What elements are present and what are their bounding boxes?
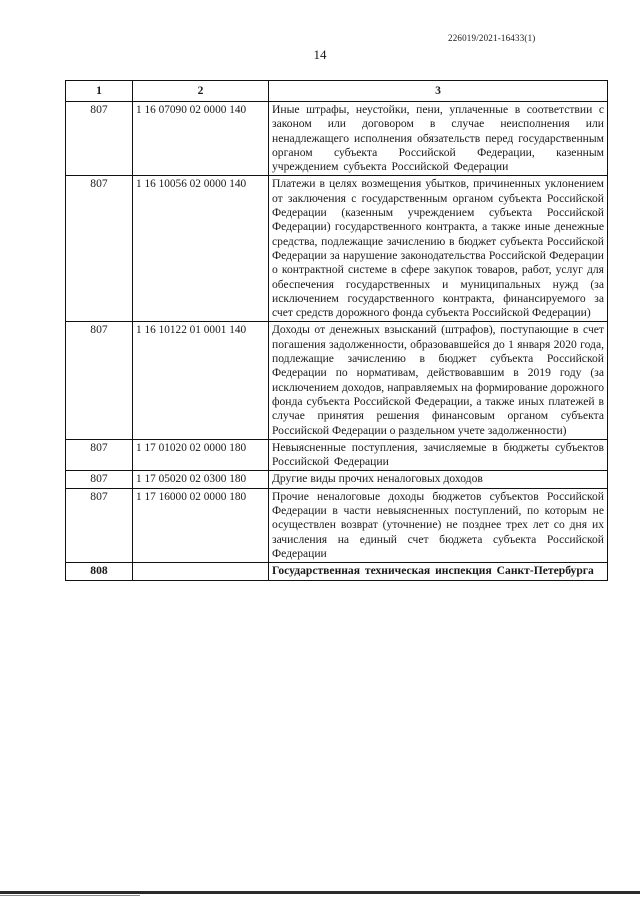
budget-code-cell: 1 17 01020 02 0000 180	[133, 439, 269, 471]
description-cell: Другие виды прочих неналоговых доходов	[269, 471, 608, 488]
description-cell: Прочие неналоговые доходы бюджетов субъектов Российской Федерации в части невыясненных поступлений, по которым не осуществлен возврат (уточнение) не позднее трех лет со дня их зачисления на единый счет бюджета субъекта Российской Федерации	[269, 488, 608, 562]
document-id: 226019/2021-16433(1)	[448, 33, 536, 43]
description-cell: Невыясненные поступления, зачисляемые в бюджеты субъектов Российской Федерации	[269, 439, 608, 471]
admin-code-cell: 807	[66, 488, 133, 562]
admin-code-cell: 808	[66, 563, 133, 580]
column-header-2: 2	[133, 81, 269, 102]
scan-edge-mark	[0, 895, 140, 896]
budget-code-cell: 1 16 07090 02 0000 140	[133, 102, 269, 176]
page-number: 14	[313, 47, 327, 62]
admin-code-cell: 807	[66, 176, 133, 322]
table-row	[66, 439, 608, 471]
column-header-3: 3	[269, 81, 608, 102]
admin-code-cell: 807	[66, 102, 133, 176]
description-cell: Государственная техническая инспекция Санкт-Петербурга	[269, 563, 608, 580]
admin-code-cell: 807	[66, 471, 133, 488]
budget-code-cell: 1 16 10122 01 0001 140	[133, 322, 269, 439]
table-row	[66, 563, 608, 580]
revenue-codes-table	[65, 80, 608, 581]
admin-code-cell: 807	[66, 322, 133, 439]
description-cell: Иные штрафы, неустойки, пени, уплаченные в соответствии с законом или договором в случае неисполнения или ненадлежащего исполнения обязательств перед государственным органом субъекта Российской Федерации, казенным учреждением субъекта Российской Федерации	[269, 102, 608, 176]
budget-code-cell: 1 17 16000 02 0000 180	[133, 488, 269, 562]
table-header-row	[66, 81, 608, 102]
table-row	[66, 471, 608, 488]
budget-code-cell: 1 17 05020 02 0300 180	[133, 471, 269, 488]
table-row	[66, 102, 608, 176]
table-row	[66, 488, 608, 562]
admin-code-cell: 807	[66, 439, 133, 471]
description-cell: Доходы от денежных взысканий (штрафов), поступающие в счет погашения задолженности, образовавшейся до 1 января 2020 года, подлежащие зачислению в бюджет субъекта Российской Федерации по нормативам, действовавшим в 2019 году (за исключением доходов, направляемых на формирование дорожного фонда субъекта Российской Федерации, а также иных платежей в случае принятия решения финансовым органом субъекта Российской Федерации о раздельном учете задолженности)	[269, 322, 608, 439]
scan-edge-line	[0, 891, 640, 894]
table-row	[66, 176, 608, 322]
budget-code-cell	[133, 563, 269, 580]
table-row	[66, 322, 608, 439]
description-cell: Платежи в целях возмещения убытков, причиненных уклонением от заключения с государственным органом субъекта Российской Федерации (казенным учреждением субъекта Российской Федерации) государственного контракта, а также иные денежные средства, подлежащие зачислению в бюджет субъекта Российской Федерации за нарушение законодательства Российской Федерации о контрактной системе в сфере закупок товаров, работ, услуг для обеспечения государственных и муниципальных нужд (за исключением государственного контракта, финансируемого за счет средств дорожного фонда субъекта Российской Федерации)	[269, 176, 608, 322]
column-header-1: 1	[66, 81, 133, 102]
budget-code-cell: 1 16 10056 02 0000 140	[133, 176, 269, 322]
